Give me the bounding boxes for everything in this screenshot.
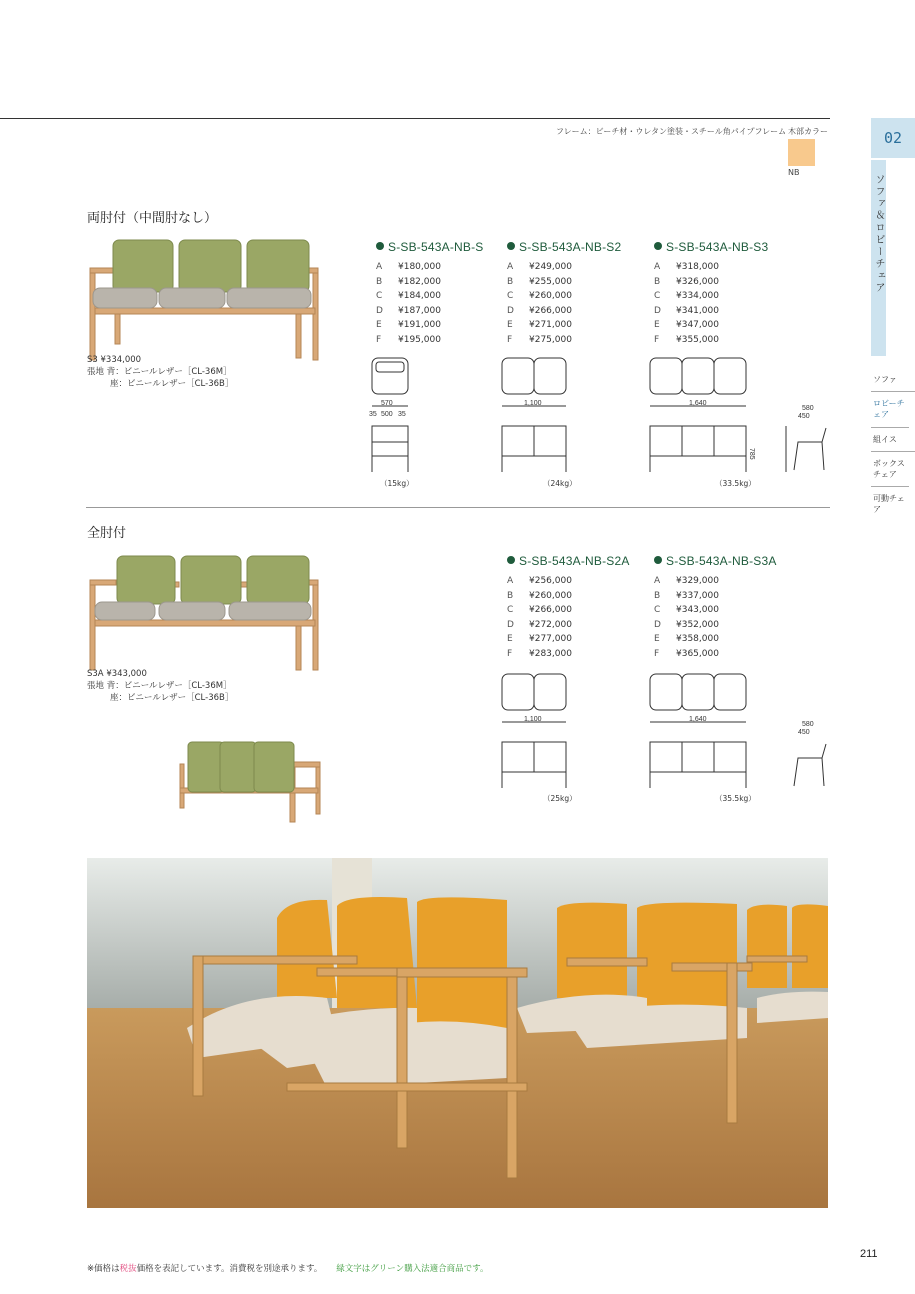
svg-text:1,640: 1,640 <box>689 400 707 407</box>
price-row: B ¥182,000 <box>376 276 441 287</box>
svg-text:450: 450 <box>798 729 810 736</box>
model-s3 <box>654 240 768 347</box>
svg-text:500: 500 <box>381 411 393 418</box>
s3a-caption-back-fabric: 張地 背：ビニールレザー［CL-36M］ <box>87 681 232 691</box>
price-row: E ¥358,000 <box>654 634 719 644</box>
wood-color-code: NB <box>788 168 800 177</box>
header-rule <box>0 118 830 119</box>
s3-photo-caption <box>87 354 233 390</box>
model-name: S-SB-543A-NB-S <box>388 240 484 254</box>
price-row: F ¥275,000 <box>507 334 572 345</box>
model-name: S-SB-543A-NB-S3 <box>666 240 769 254</box>
model-s2a <box>507 554 630 661</box>
green-purchase-note: 緑文字はグリーン購入法適合商品です。 <box>336 1264 489 1274</box>
price-row: F ¥283,000 <box>507 648 572 659</box>
price-row: A ¥249,000 <box>507 262 572 272</box>
price-row: A ¥329,000 <box>654 576 719 586</box>
price-row: B ¥255,000 <box>507 276 572 287</box>
footnote-text: ※価格は <box>87 1264 120 1274</box>
svg-text:1,100: 1,100 <box>524 716 542 723</box>
price-row: B ¥326,000 <box>654 276 719 287</box>
frame-spec-note: フレーム：ビーチ材・ウレタン塗装・スチール角パイプフレーム <box>556 127 787 136</box>
s3a-photo-caption <box>87 668 233 704</box>
price-row: F ¥365,000 <box>654 648 719 659</box>
sidebar-item-box-chair[interactable]: ボックスチェア <box>871 452 909 487</box>
sidebar-item-sofa[interactable]: ソファ <box>871 368 915 392</box>
dimension-drawings-a <box>496 668 836 796</box>
bullet-icon <box>654 556 662 564</box>
model-s <box>376 240 484 347</box>
sidebar-item-kumi-isu[interactable]: 組イス <box>871 428 915 452</box>
section-title-full-arms: 全肘付 <box>87 526 127 541</box>
price-row: E ¥271,000 <box>507 320 572 330</box>
price-row: D ¥266,000 <box>507 305 572 316</box>
price-row: E ¥191,000 <box>376 320 441 330</box>
s3a-caption-seat-fabric: 座：ビニールレザー［CL-36B］ <box>110 693 234 703</box>
sidebar-item-lobby-chair[interactable]: ロビーチェア <box>871 392 909 427</box>
price-row: C ¥266,000 <box>507 605 572 615</box>
wood-color-swatch <box>788 139 815 166</box>
bullet-icon <box>376 242 384 250</box>
weight-s3a: （35.5kg） <box>715 794 756 803</box>
section-divider <box>86 507 830 508</box>
dim-s-width: 570 <box>381 400 393 407</box>
svg-text:450: 450 <box>798 413 810 420</box>
svg-text:580: 580 <box>802 405 814 412</box>
price-row: B ¥337,000 <box>654 590 719 601</box>
price-row: A ¥180,000 <box>376 262 441 272</box>
price-row: D ¥272,000 <box>507 619 572 630</box>
price-row: D ¥352,000 <box>654 619 719 630</box>
sofa-s3-illustration <box>87 236 323 362</box>
weight-s2: （24kg） <box>543 479 577 488</box>
weight-s: （15kg） <box>380 479 414 488</box>
footnote-text: 価格を表記しています。消費税を別途承ります。 <box>136 1264 323 1274</box>
bullet-icon <box>507 242 515 250</box>
s3-caption-price: S3 ¥334,000 <box>87 355 142 365</box>
chapter-title: ソファ＆ロビーチェア <box>871 158 886 356</box>
bullet-icon <box>654 242 662 250</box>
price-footnote <box>87 1262 488 1274</box>
dimension-drawings-s <box>366 352 836 480</box>
price-row: C ¥343,000 <box>654 605 719 615</box>
price-row: C ¥334,000 <box>654 291 719 301</box>
weight-s2a: （25kg） <box>543 794 577 803</box>
price-row: D ¥341,000 <box>654 305 719 316</box>
chapter-number: 02 <box>871 118 915 158</box>
svg-text:35: 35 <box>398 411 406 418</box>
price-row: E ¥347,000 <box>654 320 719 330</box>
svg-text:1,100: 1,100 <box>524 400 542 407</box>
s3-caption-seat-fabric: 座：ビニールレザー［CL-36B］ <box>110 379 234 389</box>
bullet-icon <box>507 556 515 564</box>
footnote-tax-excluded: 税抜 <box>119 1264 137 1274</box>
price-row: F ¥195,000 <box>376 334 441 345</box>
sidebar-item-movable-chair[interactable]: 可動チェア <box>873 494 905 515</box>
svg-text:785: 785 <box>748 448 755 460</box>
svg-text:580: 580 <box>802 721 814 728</box>
price-row: B ¥260,000 <box>507 590 572 601</box>
price-row: E ¥277,000 <box>507 634 572 644</box>
price-row: A ¥318,000 <box>654 262 719 272</box>
chapter-sidebar <box>871 118 915 522</box>
price-row: D ¥187,000 <box>376 305 441 316</box>
section-title-both-arms: 両肘付（中間肘なし） <box>87 211 218 226</box>
s3-caption-back-fabric: 張地 背：ビニールレザー［CL-36M］ <box>87 367 232 377</box>
model-name: S-SB-543A-NB-S2A <box>519 554 630 568</box>
model-s3a <box>654 554 777 661</box>
price-row: A ¥256,000 <box>507 576 572 586</box>
wood-color-label: 木部カラー <box>788 127 828 136</box>
s3a-caption-price: S3A ¥343,000 <box>87 669 147 679</box>
page-number: 211 <box>860 1248 878 1260</box>
svg-text:1,640: 1,640 <box>689 716 707 723</box>
model-name: S-SB-543A-NB-S2 <box>519 240 622 254</box>
sofa-rear-illustration <box>178 740 324 824</box>
price-row: C ¥184,000 <box>376 291 441 301</box>
model-name: S-SB-543A-NB-S3A <box>666 554 777 568</box>
lobby-photo <box>87 858 828 1208</box>
price-row: F ¥355,000 <box>654 334 719 345</box>
price-row: C ¥260,000 <box>507 291 572 301</box>
model-s2 <box>507 240 621 347</box>
svg-text:35: 35 <box>369 411 377 418</box>
sofa-s3a-illustration <box>87 552 323 674</box>
weight-s3: （33.5kg） <box>715 479 756 488</box>
